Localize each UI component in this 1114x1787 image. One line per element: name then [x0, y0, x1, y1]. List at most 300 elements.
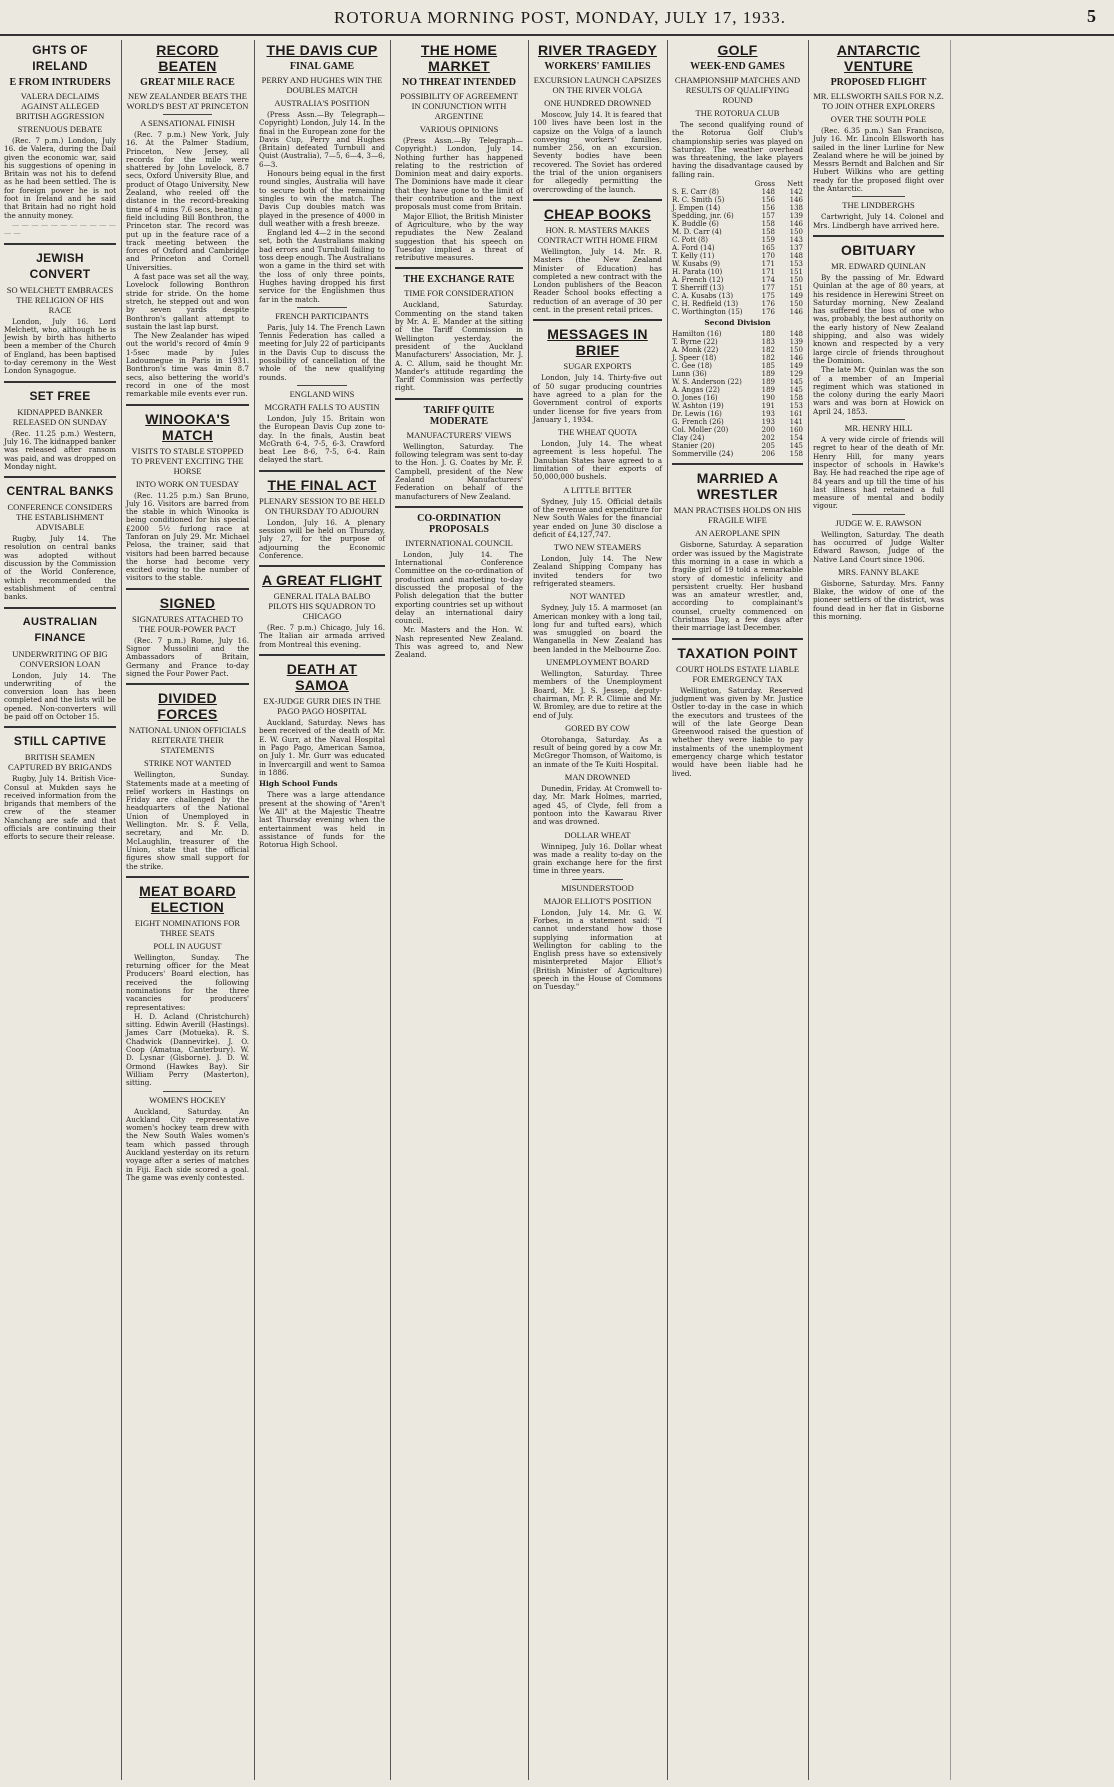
table-row	[672, 228, 803, 236]
table-row	[672, 418, 803, 426]
article-text: By the passing of Mr. Edward Quinlan at the age of 80 years, at his residence in Herewini Street on Saturday morning, New Zealand has suffered the loss of one who was, probably, the best authority on the early history of New Zealand shipping, and also was widely known and respected by a very large circle of friends throughout the Dominion.	[813, 272, 944, 365]
nett-score: 160	[789, 426, 803, 435]
nett-score: 150	[789, 276, 803, 285]
subhead: HON. R. MASTERS MAKES CONTRACT WITH HOME FIRM	[537, 224, 658, 245]
column-divider	[533, 199, 662, 201]
column-divider	[126, 404, 249, 406]
subhead: MR. HENRY HILL	[844, 423, 913, 434]
subhead: EXCURSION LAUNCH CAPSIZES ON THE RIVER VOLGA	[533, 75, 662, 95]
article-text: (Rec. 7 p.m.) London, July 16. de Valera, during the Dail given the economic war, said his suggestions of opening in Britain was not his to defend as he had been settled. The is for foreign power he is not foot in Ireland and he said that Britain had no right hold the annuity money.	[4, 136, 116, 220]
column-divider	[126, 683, 249, 685]
headline: AUSTRALIAN FINANCE	[22, 615, 98, 644]
nett-score: 150	[789, 228, 803, 237]
subhead: E FROM INTRUDERS	[9, 77, 111, 88]
column-divider	[259, 654, 385, 656]
article-text: There was a large attendance present at the showing of "Aren't We All" at the Majestic Theatre last Thursday evening when the entertainment was held in assistance of funds for the Rotorua High School.	[259, 790, 385, 850]
subhead: STRIKE NOT WANTED	[143, 758, 232, 769]
subhead: AN AEROPLANE SPIN	[694, 528, 780, 539]
article-text: Moscow, July 14. It is feared that 100 lives have been lost in the capsize on the Volga of a launch conveying workers' families, number 256, on an excursion. Seventy bodies have been recovered. The Soviet has ordered the trial of the union organisers for allegedly permitting the overcrowding of the launch.	[533, 110, 662, 194]
gross-score: 200	[761, 426, 775, 435]
article-text: (Press Assn.—By Telegraph—Copyright) London, July 14. In the final in the European zone for the Davis Cup, Perry and Hughes (Britain) defeated Turnbull and Quist (Australia), 7—5, 6—4, 3—6, 6—3.	[259, 110, 385, 169]
nett-score: 161	[789, 410, 803, 419]
headline: A GREAT FLIGHT	[261, 572, 383, 589]
subhead: KIDNAPPED BANKER RELEASED ON SUNDAY	[12, 406, 108, 427]
gross-score: 205	[761, 442, 775, 451]
headline: SIGNED	[159, 594, 216, 611]
headline: DIVIDED FORCES	[157, 690, 218, 723]
column-divider	[126, 876, 249, 878]
article-filler: — — — — — — — — — — — — —	[4, 219, 116, 238]
table-header-cell	[672, 180, 747, 188]
article-text: London, July 14. The underwriting of the conversion loan has been completed and the lists will be opened. Non-converters will be paid off on October 15.	[4, 670, 116, 721]
headline: RIVER TRAGEDY	[537, 42, 658, 58]
headline: DEATH AT SAMOA	[286, 661, 358, 694]
player-name: C. A. Kusabs (13)	[672, 292, 734, 301]
table-row	[672, 236, 803, 244]
nett-score: 150	[789, 346, 803, 355]
article-text: A fast pace was set all the way, Lovelock following Bonthron stride for stride. On the home stretch, he stepped out and won by seven yards despite Bonthron's gallant attempt to sustain the last lap burst.	[126, 272, 249, 331]
subhead: INTO WORK ON TUESDAY	[135, 478, 240, 489]
subhead: INTERNATIONAL COUNCIL	[405, 537, 513, 548]
masthead-title: ROTORUA MORNING POST, MONDAY, JULY 17, 1933.	[334, 8, 786, 27]
article-text: Rugby, July 14. British Vice-Consul at Mukden says he received information from the brigands that members of the crew of the steamer Nanchang are safe and that officials are continuing their efforts to secure their release.	[4, 774, 116, 842]
nett-score: 139	[789, 338, 803, 347]
column-divider	[259, 565, 385, 567]
subhead: NO THREAT INTENDED	[402, 77, 516, 88]
article-text: (Rec. 7 p.m.) New York, July 16. At the Palmer Stadium, Princeton, New Jersey, all records for the mile were shattered by John Lovelock, 8.7 secs, Oxford University Blue, and product of Otago University, New Zealand, who reeled off the distance in the record-breaking time of 4 mins 7.6 secs, beating a field including Bill Bonthron, the Princeton star. The record was put up in the feature race of a track meeting between the forces of Oxford and Cambridge and Princeton and Cornell Universities.	[126, 130, 249, 272]
subhead: OVER THE SOUTH POLE	[830, 114, 927, 124]
player-name: C. Gee (18)	[672, 362, 713, 371]
nett-score: 154	[789, 434, 803, 443]
subhead: SO WELCHETT EMBRACES THE RELIGION OF HIS RACE	[6, 284, 114, 315]
subhead: POLL IN AUGUST	[153, 940, 222, 951]
subhead: MRS. FANNY BLAKE	[838, 566, 919, 577]
scores-table-second	[672, 330, 803, 458]
gross-score: 182	[761, 346, 775, 355]
column-divider	[672, 463, 803, 465]
player-name: W. Kusabs (9)	[672, 260, 720, 269]
player-name: G. French (26)	[672, 418, 724, 427]
subhead: TIME FOR CONSIDERATION	[404, 288, 514, 299]
player-name: Hamilton (16)	[672, 330, 722, 339]
subhead: CO-ORDINATION PROPOSALS	[417, 512, 501, 535]
subhead: High School Funds	[259, 779, 338, 789]
column-divider	[4, 726, 116, 728]
headline: MEAT BOARD ELECTION	[139, 882, 236, 915]
player-name: Stanier (20)	[672, 442, 715, 451]
page-number: 5	[1087, 6, 1096, 26]
column-divider	[672, 638, 803, 640]
headline: GHTS OF IRELAND	[32, 43, 88, 73]
column-ireland	[0, 40, 120, 1780]
article-text: London, July 16. Lord Melchett, who, although he is Jewish by birth has hitherto been a member of the Church of England, has been baptised to-day ceremony in the West London Synagogue.	[4, 316, 116, 376]
headline: STILL CAPTIVE	[13, 734, 107, 749]
nett-score: 146	[789, 220, 803, 229]
subhead: ENGLAND WINS	[289, 388, 355, 399]
article-text: London, July 16. A plenary session will be held on Thursday, July 27, for the purpose of adjourning the Economic Conference.	[259, 517, 385, 560]
subhead: WEEK-END GAMES	[690, 61, 785, 72]
subhead: A SENSATIONAL FINISH	[140, 118, 235, 128]
article-text: The late Mr. Quinlan was the son of a member of an Imperial regiment which was stationed in the colony during the early Maori wars and was born at Howick on April 24, 1853.	[813, 365, 944, 416]
subhead: EIGHT NOMINATIONS FOR THREE SEATS	[134, 917, 241, 938]
gross-score: 171	[761, 260, 775, 269]
gross-score: 175	[761, 292, 775, 301]
nett-score: 153	[789, 402, 803, 411]
subhead: NOT WANTED	[569, 591, 626, 602]
gross-score: 159	[761, 236, 775, 245]
nett-score: 142	[789, 188, 803, 197]
article-text: A very wide circle of friends will regret to hear of the death of Mr. Henry Hill, for many years inspector of schools in Hawke's Bay. He had reached the ripe age of 84 years and up till the time of his last illness had retained a full measure of mental and bodily vigour.	[813, 435, 944, 511]
column-divider	[395, 398, 523, 400]
subhead: THE ROTORUA CLUB	[695, 108, 780, 118]
headline: ANTARCTIC VENTURE	[836, 42, 921, 74]
subhead: STRENUOUS DEBATE	[17, 124, 103, 134]
nett-score: 150	[789, 300, 803, 309]
nett-score: 146	[789, 196, 803, 205]
column-divider	[4, 243, 116, 245]
table-row	[672, 370, 803, 378]
column-divider	[813, 235, 944, 237]
article-text: (Rec. 6.35 p.m.) San Francisco, July 16. Mr. Lincoln Ellsworth has sailed in the liner Lurline for New Zealand where he will be joined by Messrs Berndt and Balchen and Sir Hubert Wilkins who are getting ready for the proposed flight over the Antarctic.	[813, 126, 944, 194]
player-name: S. E. Carr (8)	[672, 188, 719, 197]
gross-score: 193	[761, 410, 775, 419]
gross-score: 189	[761, 378, 775, 387]
article-text: London, July 15. Britain won the European Davis Cup zone to-day. In the finals, Austin beat McGrath 6-4, 7-5, 6-3. Crawford beat Lee 8-6, 7-5, 6-4. Rain delayed the start.	[259, 413, 385, 465]
article-text: Dunedin, Friday. At Cromwell to-day, Mr. Mark Holmes, married, aged 45, of Clyde, fell from a pontoon into the Kawarau River and was drowned.	[533, 784, 662, 827]
gross-score: 193	[761, 418, 775, 427]
article-text: Auckland, Saturday. News has been received of the death of Mr. E. W. Gurr, at the Naval Hospital in Pago Pago, American Samoa, on July 1. Mr. Gurr was educated in Invercargill and went to Samoa in 1886.	[259, 718, 385, 777]
column-divider	[4, 476, 116, 478]
subhead: CHAMPIONSHIP MATCHES AND RESULTS OF QUALIFYING ROUND	[674, 75, 801, 105]
separator	[852, 196, 904, 197]
player-name: W. Ashton (19)	[672, 402, 724, 411]
column-divider	[533, 319, 662, 321]
headline: JEWISH CONVERT	[29, 250, 91, 281]
subhead: MR. EDWARD QUINLAN	[831, 260, 926, 271]
gross-score: 156	[761, 204, 775, 213]
article-text: London, July 14. The New Zealand Shipping Company has invited tenders for two refrigerated steamers.	[533, 554, 662, 588]
player-name: Col. Moller (20)	[672, 426, 729, 435]
gross-score: 171	[761, 268, 775, 277]
player-name: A. Angas (22)	[672, 386, 720, 395]
article-text: Mr. Masters and the Hon. W. Nash represented New Zealand. This was agreed to, and New Zealand.	[395, 625, 523, 660]
article-text: (Rec. 11.25 p.m.) Western, July 16. The kidnapped banker was released after ransom was paid, and was dropped on Monday night.	[4, 428, 116, 471]
article-text: Winnipeg, July 16. Dollar wheat was made a reality to-day on the grain exchange here for the first time in three years.	[533, 841, 662, 876]
column-antarctic	[808, 40, 948, 1780]
article-text: Gisborne, Saturday. A separation order was issued by the Magistrate this morning in a case in which a fragile girl of 19 told a remarkable story of domestic infelicity and persistent cruelty. Her husband was an amateur wrestler, and, according to complainant's counsel, cruelty commenced on Christmas Day, a few days after their marriage last December.	[672, 540, 803, 633]
table-row	[672, 252, 803, 260]
player-name: O. Jones (16)	[672, 394, 718, 403]
table-row	[672, 450, 803, 458]
headline: SET FREE	[29, 388, 91, 403]
article-text: Major Elliot, the British Minister of Agriculture, who by the way repudiates the New Zealand suggestion that his speech on Tuesday implied a threat of retributive measures.	[395, 211, 523, 263]
subhead: NEW ZEALANDER BEATS THE WORLD'S BEST AT PRINCETON	[126, 91, 249, 111]
subhead: WORKERS' FAMILIES	[544, 61, 651, 72]
headline: CENTRAL BANKS	[6, 484, 114, 499]
player-name: A. French (12)	[672, 276, 724, 285]
article-text: Wellington, Saturday. Three members of the Unemployment Board, Mr. J. S. Jessep, deputy-chairman, Mr. P. R. Climie and Mr. W. Bromley, are due to retire at the end of July.	[533, 669, 662, 720]
page-margin	[950, 40, 1114, 1780]
table-row	[672, 212, 803, 220]
nett-score: 149	[789, 292, 803, 301]
nett-score: 148	[789, 330, 803, 339]
gross-score: 202	[761, 434, 775, 443]
gross-score: 148	[761, 188, 775, 197]
nett-score: 145	[789, 442, 803, 451]
article-text: England led 4—2 in the second set, both the Australians making bad errors and Turnbull failing to toss deep enough. The Australians won a game in the third set with the loss of only three points, Hughes having dropped his first service for the Englishmen thus far in the match.	[259, 228, 385, 304]
subhead: WOMEN'S HOCKEY	[149, 1094, 226, 1105]
subhead: GENERAL ITALA BALBO PILOTS HIS SQUADRON TO CHICAGO	[268, 591, 376, 622]
headline: TAXATION POINT	[677, 644, 798, 661]
player-name: K. Buddle (6)	[672, 220, 719, 229]
separator	[163, 1091, 212, 1092]
gross-score: 157	[761, 212, 775, 221]
column-river-tragedy	[528, 40, 666, 1780]
nett-score: 151	[789, 268, 803, 277]
subhead: MCGRATH FALLS TO AUSTIN	[264, 401, 380, 412]
column-divider	[395, 506, 523, 508]
subhead: VARIOUS OPINIONS	[419, 124, 499, 134]
player-name: Lunn (36)	[672, 370, 707, 379]
article-text: London, July 14. Mr. G. W. Forbes, in a statement said: "I cannot understand how those supplying information at Wellington for cabling to the English press have so extensively misinterpreted Major Elliot's (British Minister of Agriculture) speech in the House of Commons on Tuesday."	[533, 907, 662, 992]
column-golf	[667, 40, 807, 1780]
nett-score: 158	[789, 394, 803, 403]
table-row	[672, 362, 803, 370]
headline: THE HOME MARKET	[420, 42, 498, 74]
headline: OBITUARY	[841, 241, 916, 258]
subhead: AUSTRALIA'S POSITION	[274, 98, 370, 108]
article-text: The second qualifying round of the Rotorua Golf Club's championship series was played on Saturday. The weather overhead was threatening, the lake players having the disadvantage caused by falling rain.	[672, 120, 803, 179]
table-row	[672, 394, 803, 402]
player-name: W. S. Anderson (22)	[672, 378, 742, 387]
nett-score: 148	[789, 252, 803, 261]
nett-score: 146	[789, 308, 803, 317]
gross-score: 191	[761, 402, 775, 411]
subhead: MANUFACTURERS' VIEWS	[406, 429, 512, 440]
column-divider	[4, 607, 116, 609]
gross-score: 176	[761, 308, 775, 317]
subhead: FRENCH PARTICIPANTS	[275, 310, 369, 321]
subhead: COURT HOLDS ESTATE LIABLE FOR EMERGENCY TAX	[675, 663, 800, 684]
nett-score: 138	[789, 204, 803, 213]
subhead: MAN DROWNED	[564, 772, 631, 783]
nett-score: 129	[789, 370, 803, 379]
article-text: The New Zealander has wiped out the world's record of 4min 9 1-5sec made by Jules Ladoumegue in Paris in 1931. Bonthron's time was 4min 8.7 secs, also bettering the world's record in one of the most remarkable mile events ever run.	[126, 331, 249, 399]
article-text: Wellington, Saturday. Reserved judgment was given by Mr. Justice Ostler to-day in the case in which the executors and trustees of the will of the late George Dean Greenwood raised the question of whether they were liable to pay instalments of the unemployment emergency charge which testator would have been liable had he lived.	[672, 685, 803, 778]
subhead: DOLLAR WHEAT	[564, 829, 631, 840]
subhead: MISUNDERSTOOD	[561, 882, 634, 893]
subhead: POSSIBILITY OF AGREEMENT IN CONJUNCTION WITH ARGENTINE	[400, 91, 518, 121]
gross-score: 189	[761, 370, 775, 379]
scores-table-first	[672, 180, 803, 316]
table-row	[672, 300, 803, 308]
table-row	[672, 244, 803, 252]
subhead: THE LINDBERGHS	[842, 200, 915, 211]
article-text: (Rec. 7 p.m.) Rome, July 16. Signor Mussolini and the Ambassadors of Britain, Germany and France to-day signed the Four Power Pact.	[126, 635, 249, 678]
nett-score: 145	[789, 386, 803, 395]
separator	[852, 514, 904, 515]
column-divider	[395, 267, 523, 269]
table-row	[672, 338, 803, 346]
gross-score: 185	[761, 362, 775, 371]
table-header-cell: Nett	[787, 180, 803, 189]
table-row	[672, 346, 803, 354]
article-text: Paris, July 14. The French Lawn Tennis Federation has called a meeting for July 22 of participants in the Davis Cup to discuss the possibility of cancellation of the whole of the new qualifying rounds.	[259, 322, 385, 382]
subhead: VISITS TO STABLE STOPPED TO PREVENT EXCITING THE HORSE	[131, 445, 244, 476]
gross-score: 189	[761, 386, 775, 395]
nett-score: 139	[789, 212, 803, 221]
article-text: London, July 14. Thirty-five out of 50 sugar producing countries have agreed to a plan for the Government control of exports under license for five years from January 1, 1934.	[533, 373, 662, 424]
table-row	[672, 284, 803, 292]
article-text: Cartwright, July 14. Colonel and Mrs. Lindbergh have arrived here.	[813, 212, 944, 230]
gross-score: 206	[761, 450, 775, 459]
masthead	[0, 0, 1114, 36]
nett-score: 143	[789, 236, 803, 245]
article-text: Gisborne, Saturday. Mrs. Fanny Blake, the widow of one of the pioneer settlers of the district, was found dead in her flat in Gisborne this morning.	[813, 578, 944, 622]
player-name: C. Pott (8)	[672, 236, 708, 245]
subhead: MAJOR ELLIOT'S POSITION	[543, 895, 652, 906]
player-name: J. Speer (18)	[672, 354, 717, 363]
gross-score: 170	[761, 252, 775, 261]
subhead: PROPOSED FLIGHT	[830, 77, 927, 88]
subhead: SUGAR EXPORTS	[563, 361, 632, 372]
player-name: C. Worthington (15)	[672, 308, 743, 317]
column-divider	[4, 381, 116, 383]
gross-score: 190	[761, 394, 775, 403]
headline: WINOOKA'S MATCH	[145, 410, 230, 443]
subhead: EX-JUDGE GURR DIES IN THE PAGO PAGO HOSPITAL	[263, 696, 381, 717]
article-text: Sydney, July 15. A marmoset (an American monkey with a long tail, long fur and tufted ears), which was smuggled on board the Wanganella in New Zealand has been landed in the Melbourne Zoo.	[533, 603, 662, 654]
nett-score: 158	[789, 450, 803, 459]
gross-score: 183	[761, 338, 775, 347]
subhead: GORED BY COW	[565, 722, 630, 733]
column-record-beaten	[121, 40, 253, 1780]
article-text: Auckland, Saturday. An Auckland City representative women's hockey team drew with the New South Wales women's team which passed through Auckland yesterday on its return voyage after a series of matches in Fiji. Each side scored a goal. The game was evenly contested.	[126, 1106, 249, 1182]
column-home-market	[390, 40, 527, 1780]
article-text: Sydney, July 15. Official details of the revenue and expenditure for New South Wales for the financial year ended on June 30 disclose a deficit of £4,127,747.	[533, 496, 662, 539]
table-row	[672, 260, 803, 268]
player-name: T. Sherriff (13)	[672, 284, 725, 293]
table-row	[672, 188, 803, 196]
player-name: H. Parata (10)	[672, 268, 723, 277]
player-name: T. Byrne (22)	[672, 338, 718, 347]
subhead: THE EXCHANGE RATE	[403, 274, 515, 286]
player-name: Clay (24)	[672, 434, 705, 443]
article-text: Rugby, July 14. The resolution on central banks was adopted without discussion by the Commission of the World Conference, which recommended the establishment of central banks.	[4, 534, 116, 602]
subhead: CONFERENCE CONSIDERS THE ESTABLISHMENT ADVISABLE	[7, 502, 113, 533]
table-row	[672, 442, 803, 450]
article-text: Wellington, Saturday. The death has occurred of Judge Walter Edward Rawson, Judge of the Native Land Court since 1906.	[813, 529, 944, 564]
table-row	[672, 330, 803, 338]
table-row	[672, 426, 803, 434]
gross-score: 180	[761, 330, 775, 339]
article-text: Honours being equal in the first round singles, Australia will have to secure both of the remaining singles to win the match. The Davis Cup doubles match was played in the presence of 4000 in dull weather with a fresh breeze.	[259, 169, 385, 228]
article-text: H. D. Acland (Christchurch) sitting. Edwin Averill (Hastings). James Carr (Motueka). R. S. Chadwick (Dannevirke). J. O. Coop (Amatua, Canterbury). W. D. Lysnar (Gisborne). J. D. W. Ormond (Hawkes Bay). Sir William Perry (Masterton), sitting.	[126, 1011, 249, 1088]
gross-score: 177	[761, 284, 775, 293]
subhead: MAN PRACTISES HOLDS ON HIS FRAGILE WIFE	[673, 505, 802, 526]
headline: THE DAVIS CUP	[266, 42, 378, 58]
gross-score: 158	[761, 228, 775, 237]
table-row	[672, 354, 803, 362]
subhead: SIGNATURES ATTACHED TO THE FOUR-POWER PACT	[132, 613, 243, 634]
gross-score: 174	[761, 276, 775, 285]
table-row	[672, 434, 803, 442]
nett-score: 149	[789, 362, 803, 371]
subhead: BRITISH SEAMEN CAPTURED BY BRIGANDS	[7, 752, 113, 773]
article-text: Auckland, Saturday. Commenting on the stand taken by Mr. A. E. Mander at the sitting of the Tariff Commission in Wellington yesterday, the president of the Auckland Manufacturers' Association, Mr. J. A. C. Allum, said he thought Mr. Mander's attitude regarding the Tariff Commission was perfectly right.	[395, 300, 523, 393]
separator	[297, 307, 347, 308]
table-header-cell: Gross	[754, 180, 775, 189]
article-text: London, July 14. The wheat agreement is less hopeful. The Danubian States have agreed to a limitation of their exports of 50,000,000 bushels.	[533, 439, 662, 482]
gross-score: 158	[761, 220, 775, 229]
subhead: PERRY AND HUGHES WIN THE DOUBLES MATCH	[261, 75, 383, 95]
article-text: London, July 14. The International Conference Committee on the co-ordination of production and marketing to-day discussed the proposal of the Polish delegation that the butter exporting countries set up without delay an international dairy council.	[395, 549, 523, 626]
player-name: J. Empen (14)	[672, 204, 721, 213]
separator	[163, 114, 212, 115]
subhead: JUDGE W. E. RAWSON	[835, 517, 922, 528]
scores-body	[672, 330, 803, 458]
subhead: THE WHEAT QUOTA	[557, 427, 638, 438]
table-row	[672, 402, 803, 410]
subhead: PLENARY SESSION TO BE HELD ON THURSDAY TO ADJOURN	[259, 495, 385, 516]
headline: CHEAP BOOKS	[543, 205, 652, 222]
nett-score: 141	[789, 418, 803, 427]
table-row	[672, 386, 803, 394]
gross-score: 165	[761, 244, 775, 253]
subhead: UNDERWRITING OF BIG CONVERSION LOAN	[12, 648, 108, 669]
column-divider	[259, 470, 385, 472]
nett-score: 153	[789, 260, 803, 269]
headline: MESSAGES IN BRIEF	[547, 326, 648, 359]
subhead: FINAL GAME	[289, 61, 355, 72]
division-heading: Second Division	[704, 318, 771, 328]
nett-score: 146	[789, 354, 803, 363]
headline: THE FINAL ACT	[267, 476, 377, 493]
subhead: NATIONAL UNION OFFICIALS REITERATE THEIR STATEMENTS	[128, 725, 247, 756]
gross-score: 176	[761, 300, 775, 309]
article-text: (Press Assn.—By Telegraph—Copyright.) London, July 14. Nothing further has happened relating to the restriction of Dominion meat and dairy exports. The Dominions have made it clear that they have gone to the limit of their contribution and the next proposals must come from Britain.	[395, 136, 523, 212]
subhead: ONE HUNDRED DROWNED	[544, 98, 651, 108]
table-header-row	[672, 180, 803, 188]
subhead: A LITTLE BITTER	[563, 484, 632, 495]
table-row	[672, 410, 803, 418]
article-text: Wellington, Saturday. The following telegram was sent to-day to the Hon. J. G. Coates by Mr. F. Campbell, president of the New Zealand Manufacturers' Federation on behalf of the manufacturers of New Zealand.	[395, 441, 523, 501]
column-divider	[126, 588, 249, 590]
player-name: M. D. Carr (4)	[672, 228, 722, 237]
separator	[297, 385, 347, 386]
scores-body	[672, 188, 803, 316]
nett-score: 151	[789, 284, 803, 293]
article-text: (Rec. 7 p.m.) Chicago, July 16. The Italian air armada arrived from Montreal this evening.	[259, 623, 385, 649]
player-name: A. Ford (14)	[672, 244, 715, 253]
subhead: TWO NEW STEAMERS	[553, 542, 642, 553]
player-name: A. Monk (22)	[672, 346, 719, 355]
subhead: UNEMPLOYMENT BOARD	[545, 657, 650, 668]
table-row	[672, 204, 803, 212]
nett-score: 137	[789, 244, 803, 253]
table-row	[672, 378, 803, 386]
table-row	[672, 220, 803, 228]
article-text: (Rec. 11.25 p.m.) San Bruno, July 16. Visitors are barred from the stable in which Winooka is being conditioned for his special £2000 5½ furlong race at Tanforan on July 29. Mr. Michael Pelosa, the trainer, said that visitors had been barred because the horse had become very excited owing to the number of visitors to the stable.	[126, 490, 249, 583]
article-text: Otorohanga, Saturday. As a result of being gored by a cow Mr. McGregor Thomson, of Waitomo, is an inmate of the Te Kuiti Hospital.	[533, 734, 662, 769]
headline: MARRIED A WRESTLER	[696, 470, 779, 503]
article-text: Wellington, July 14. Mr. R. Masters (the New Zealand Minister of Education) has completed a new contract with the London publishers of the Beacon Reader School books effecting a reduction of an average of 30 per cent. in the present retail prices.	[533, 246, 662, 315]
player-name: R. C. Smith (5)	[672, 196, 725, 205]
player-name: Sommerville (24)	[672, 450, 734, 459]
player-name: Dr. Lewis (16)	[672, 410, 722, 419]
player-name: T. Kelly (11)	[672, 252, 715, 261]
player-name: C. H. Redfield (13)	[672, 300, 739, 309]
